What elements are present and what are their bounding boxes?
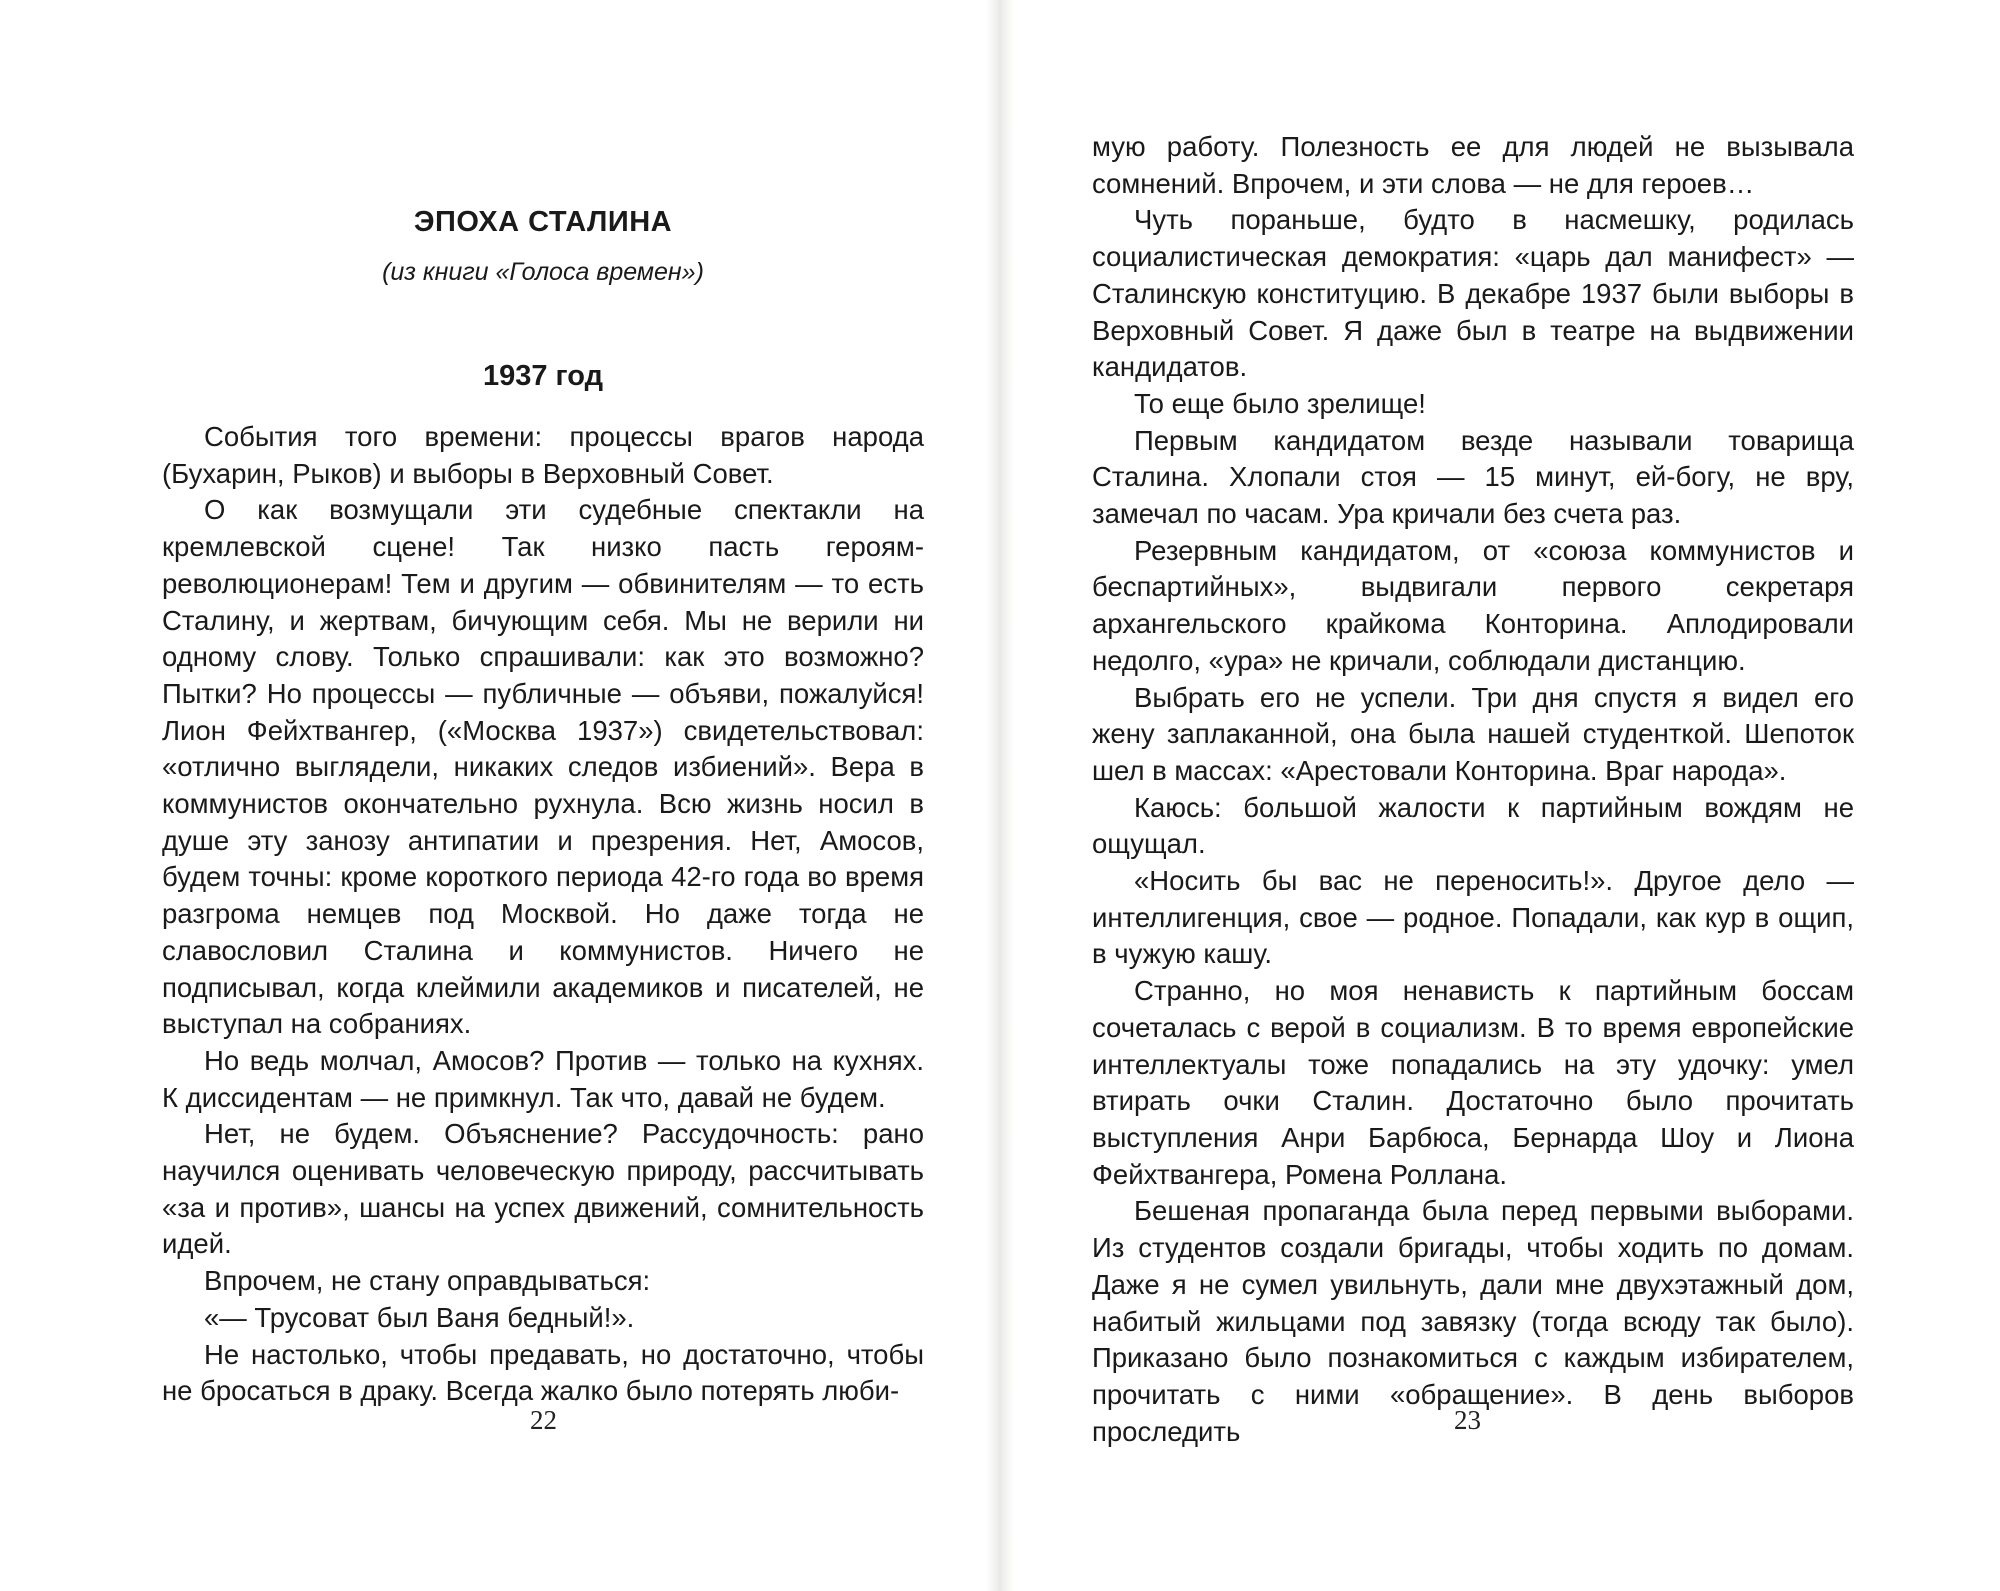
right-page-body: [1092, 129, 1854, 1450]
paragraph: Резервным кандидатом, от «союза коммунистов и беспартийных», выдвигали первого секретаря архангельского крайкома Конторина. Аплодировали недолго, «ура» не кричали, соблюдали дистанцию.: [1092, 534, 1854, 676]
paragraph: «Носить бы вас не переносить!». Другое дело — интеллигенция, свое — родное. Попадали, как кур в ощип, в чужую кашу.: [1092, 865, 1854, 970]
page-number: 23: [1454, 1405, 1481, 1435]
chapter-subtitle: (из книги «Голоса времен»): [382, 258, 704, 286]
paragraph: Бешеная пропаганда была перед первыми выборами. Из студентов создали бригады, чтобы ходить по домам. Даже я не сумел увильнуть, дали мне двухэтажный дом, набитый жильцами под завязку (тогда всюду так было). Приказано было познакомиться с каждым избирателем, прочитать с ними «обращение». В день выборов проследить: [1092, 1195, 1854, 1447]
right-page: [1000, 0, 2000, 1591]
paragraph: «— Трусоват был Ваня бедный!».: [204, 1301, 635, 1333]
paragraph: мую работу. Полезность ее для людей не вызывала сомнений. Впрочем, и эти слова — не для героев…: [1092, 131, 1854, 199]
paragraph: Но ведь молчал, Амосов? Против — только на кухнях. К диссидентам — не примкнул. Так что, давай не будем.: [162, 1044, 924, 1113]
paragraph: О как возмущали эти судебные спектакли на кремлевской сцене! Так низко пасть героям-революционерам! Тем и другим — обвинителям — то есть Сталину, и жертвам, бичующим себя. Мы не верили ни одному слову. Только спрашивали: как это возможно? Пытки? Но процессы — публичные — объяви, пожалуйся! Лион Фейхтвангер, («Москва 1937») свидетельствовал: «отлично выглядели, никаких следов избиений». Вера в коммунистов окончательно рухнула. Всю жизнь носил в душе эту занозу антипатии и презрения. Нет, Амосов, будем точны: кроме короткого периода 42-го года во время разгрома немцев под Москвой. Но даже тогда не славословил Сталина и коммунистов. Ничего не подписывал, когда клеймили академиков и писателей, не выступал на собраниях.: [162, 494, 924, 1040]
paragraph: То еще было зрелище!: [1134, 387, 1426, 419]
chapter-title: ЭПОХА СТАЛИНА: [413, 206, 673, 238]
book-gutter: [986, 0, 1014, 1591]
paragraph: Первым кандидатом везде называли товарища Сталина. Хлопали стоя — 15 минут, ей-богу, не вру, замечал по часам. Ура кричали без счета раз.: [1092, 424, 1854, 530]
paragraph: Не настолько, чтобы предавать, но достаточно, чтобы не бросаться в драку. Всегда жалко было потерять люби-: [162, 1338, 924, 1407]
paragraph: Нет, не будем. Объяснение? Рассудочность: рано научился оценивать человеческую природу, рассчитывать «за и против», шансы на успех движений, сомнительность идей.: [162, 1118, 924, 1260]
paragraph: Чуть пораньше, будто в насмешку, родилась социалистическая демократия: «царь дал манифест» — Сталинскую конституцию. В декабре 1937 были выборы в Верховный Совет. Я даже был в театре на выдвижении кандидатов.: [1092, 204, 1854, 383]
paragraph: События того времени: процессы врагов народа (Бухарин, Рыков) и выборы в Верховный Совет.: [162, 421, 924, 489]
section-title: 1937 год: [482, 360, 603, 392]
paragraph: Странно, но моя ненависть к партийным боссам сочеталась с верой в социализм. В то время европейские интеллектуалы тоже попадались на эту удочку: умел втирать очки Сталин. Достаточно было прочитать выступления Анри Барбюса, Бернарда Шоу и Лиона Фейхтвангера, Ромена Роллана.: [1092, 975, 1854, 1190]
paragraph: Выбрать его не успели. Три дня спустя я видел его жену заплаканной, она была нашей студенткой. Шепоток шел в массах: «Арестовали Конторина. Враг народа».: [1092, 681, 1854, 786]
page-number: 22: [530, 1405, 557, 1435]
paragraph: Каюсь: большой жалости к партийным вождям не ощущал.: [1092, 791, 1854, 860]
left-page-body: [162, 419, 924, 1410]
paragraph: Впрочем, не стану оправдываться:: [204, 1265, 651, 1297]
